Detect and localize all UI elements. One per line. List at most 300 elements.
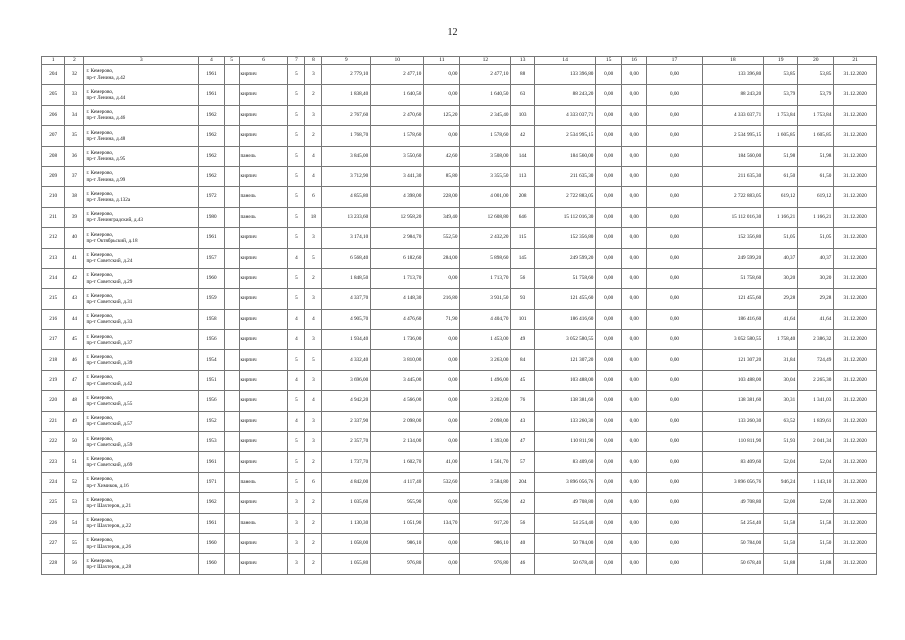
table-row	[42, 432, 877, 452]
table-cell	[224, 452, 239, 472]
table-cell: 5	[288, 166, 305, 186]
table-cell: 209	[42, 166, 65, 186]
column-number-cell: 14	[534, 57, 596, 65]
table-cell: 2 477,10	[460, 65, 511, 85]
table-body	[42, 57, 877, 575]
table-cell: 619,12	[764, 187, 798, 207]
table-cell: 1 058,00	[322, 533, 371, 553]
table-cell: 1 753,84	[798, 105, 834, 125]
table-cell: 110 811,90	[534, 432, 596, 452]
table-cell: 3 550,60	[371, 146, 424, 166]
address-cell: г. Кемерово, пр-т Советский, д.29	[84, 268, 199, 288]
table-cell	[224, 330, 239, 350]
table-cell: 31.12.2020	[834, 85, 877, 105]
table-cell: 30,20	[798, 268, 834, 288]
table-cell: 45	[511, 370, 534, 390]
table-cell: 0,00	[647, 554, 702, 574]
table-cell: 1980	[199, 207, 224, 227]
table-cell: 5	[288, 207, 305, 227]
table-cell: 211	[42, 207, 65, 227]
table-cell: 186 416,60	[534, 309, 596, 329]
table-cell: 0,00	[621, 554, 646, 574]
table-cell: 2	[305, 554, 322, 574]
address-cell: г. Кемерово, пр-т Ленина, д.95	[84, 146, 199, 166]
table-cell: 0,00	[647, 289, 702, 309]
table-cell	[224, 391, 239, 411]
table-cell: кирпич	[239, 533, 288, 553]
table-cell: 18	[305, 207, 322, 227]
table-cell: 3	[288, 554, 305, 574]
column-number-cell: 13	[511, 57, 534, 65]
table-cell: 0,00	[647, 330, 702, 350]
table-cell: 4	[305, 166, 322, 186]
table-cell: 211 635,30	[534, 166, 596, 186]
table-cell: 1957	[199, 248, 224, 268]
table-cell: 5	[288, 452, 305, 472]
table-cell: 53,79	[764, 85, 798, 105]
table-cell: 3	[305, 289, 322, 309]
table-cell: 50 784,00	[534, 533, 596, 553]
table-cell: кирпич	[239, 493, 288, 513]
table-cell: 51,98	[798, 146, 834, 166]
table-cell: 1960	[199, 268, 224, 288]
table-cell: 83 409,60	[702, 452, 764, 472]
address-cell: г. Кемерово, пр-т Ленина, д.46	[84, 105, 199, 125]
table-cell: 31.12.2020	[834, 166, 877, 186]
table-cell: 103 488,00	[702, 370, 764, 390]
table-cell: 31.12.2020	[834, 493, 877, 513]
table-cell: 4 333 037,71	[534, 105, 596, 125]
table-cell: 52,04	[764, 452, 798, 472]
table-cell: 145	[511, 248, 534, 268]
table-cell: 1 640,50	[460, 85, 511, 105]
table-cell: 0,00	[596, 166, 621, 186]
table-cell: 121 455,60	[534, 289, 596, 309]
table-cell: 349,40	[424, 207, 460, 227]
table-cell: 31.12.2020	[834, 330, 877, 350]
table-cell: 0,00	[621, 248, 646, 268]
table-cell: 0,00	[621, 207, 646, 227]
table-cell: 53,85	[798, 65, 834, 85]
table-cell: 227	[42, 533, 65, 553]
table-cell: 0,00	[596, 65, 621, 85]
table-cell: 207	[42, 126, 65, 146]
table-cell: 2	[305, 452, 322, 472]
table-cell: 1962	[199, 126, 224, 146]
table-cell: 2 098,00	[371, 411, 424, 431]
table-cell: 0,00	[647, 493, 702, 513]
address-cell: г. Кемерово, пр-т Шахтеров, д.21	[84, 493, 199, 513]
table-cell: 5	[288, 350, 305, 370]
column-number-cell: 11	[424, 57, 460, 65]
address-cell: г. Кемерово, пр-т Советский, д.24	[84, 248, 199, 268]
table-cell: 31.12.2020	[834, 105, 877, 125]
table-cell: 103 488,00	[534, 370, 596, 390]
table-cell: 31.12.2020	[834, 370, 877, 390]
table-cell	[224, 228, 239, 248]
table-cell: 31.12.2020	[834, 309, 877, 329]
table-cell: 0,00	[647, 432, 702, 452]
table-cell: 3	[305, 411, 322, 431]
table-cell: 1 496,00	[460, 370, 511, 390]
table-cell: 205	[42, 85, 65, 105]
table-cell: 4 566,00	[371, 391, 424, 411]
table-cell: 5	[288, 65, 305, 85]
table-cell: кирпич	[239, 350, 288, 370]
table-cell: 4 398,00	[371, 187, 424, 207]
table-cell: 37	[65, 166, 84, 186]
table-cell: 2 534 995,15	[534, 126, 596, 146]
table-cell: 0,00	[424, 391, 460, 411]
address-cell: г. Кемерово, пр-т Советский, д.59	[84, 432, 199, 452]
table-row	[42, 533, 877, 553]
table-cell: 0,00	[596, 493, 621, 513]
table-cell: 1 758,40	[764, 330, 798, 350]
table-cell: 1 035,60	[322, 493, 371, 513]
table-cell: 1 051,90	[371, 513, 424, 533]
table-cell: 955,90	[460, 493, 511, 513]
column-number-cell: 16	[621, 57, 646, 65]
table-cell: 3	[305, 432, 322, 452]
table-cell: кирпич	[239, 411, 288, 431]
address-cell: г. Кемерово, пр-т Советский, д.33	[84, 309, 199, 329]
table-row	[42, 330, 877, 350]
table-cell: 0,00	[596, 126, 621, 146]
table-cell: 121 307,20	[702, 350, 764, 370]
table-row	[42, 166, 877, 186]
table-cell: 2 386,32	[798, 330, 834, 350]
table-cell: 0,00	[424, 126, 460, 146]
table-cell: 3 263,00	[460, 350, 511, 370]
table-cell: 84	[511, 350, 534, 370]
table-cell: 0,00	[621, 452, 646, 472]
table-cell: 4 942,20	[322, 391, 371, 411]
table-cell: 3	[305, 105, 322, 125]
table-cell: 1953	[199, 432, 224, 452]
table-cell: 0,00	[647, 187, 702, 207]
column-number-cell: 15	[596, 57, 621, 65]
table-cell: 0,00	[596, 85, 621, 105]
table-cell: 51	[65, 452, 84, 472]
table-cell: 0,00	[647, 166, 702, 186]
table-cell: 30,04	[764, 370, 798, 390]
table-cell: 0,00	[596, 554, 621, 574]
table-cell: 5	[305, 248, 322, 268]
column-number-cell: 6	[239, 57, 288, 65]
table-cell: 0,00	[621, 493, 646, 513]
table-cell: 31.12.2020	[834, 452, 877, 472]
table-cell: 0,00	[596, 350, 621, 370]
table-cell: 5	[288, 391, 305, 411]
table-cell: 1951	[199, 370, 224, 390]
table-cell: 0,00	[647, 85, 702, 105]
table-cell: 1 453,00	[460, 330, 511, 350]
table-cell	[224, 65, 239, 85]
table-cell: 3 712,90	[322, 166, 371, 186]
table-cell: 2 534 995,15	[702, 126, 764, 146]
table-cell: 42	[511, 126, 534, 146]
table-cell: 0,00	[424, 268, 460, 288]
table-cell: 12 608,80	[460, 207, 511, 227]
table-cell: 35	[65, 126, 84, 146]
table-cell: 2 337,90	[322, 411, 371, 431]
table-cell: 1952	[199, 411, 224, 431]
address-cell: г. Кемерово, пр-т Шахтеров, д.22	[84, 513, 199, 533]
table-cell	[224, 370, 239, 390]
table-cell: кирпич	[239, 391, 288, 411]
address-cell: г. Кемерово, пр-т Шахтеров, д.28	[84, 554, 199, 574]
table-cell: 224	[42, 472, 65, 492]
table-cell	[224, 268, 239, 288]
table-cell: 1961	[199, 228, 224, 248]
table-cell: 33	[65, 85, 84, 105]
table-cell: 88	[511, 65, 534, 85]
table-cell: 51,05	[764, 228, 798, 248]
table-cell: 49	[65, 411, 84, 431]
column-number-cell: 1	[42, 57, 65, 65]
table-cell: 2 098,00	[460, 411, 511, 431]
table-row	[42, 472, 877, 492]
table-cell: 13 233,60	[322, 207, 371, 227]
address-cell: г. Кемерово, пр-т Советский, д.57	[84, 411, 199, 431]
table-cell: 1962	[199, 493, 224, 513]
table-row	[42, 268, 877, 288]
table-cell	[224, 554, 239, 574]
table-cell: 1 713,70	[371, 268, 424, 288]
table-cell: 4	[288, 330, 305, 350]
table-cell: 45	[65, 330, 84, 350]
table-cell: 1 166,21	[764, 207, 798, 227]
table-cell: 29,28	[798, 289, 834, 309]
table-cell: 3 584,80	[460, 472, 511, 492]
table-cell: 2 345,40	[460, 105, 511, 125]
table-cell: 3 896 056,76	[534, 472, 596, 492]
table-cell: 4	[305, 391, 322, 411]
table-cell: 31.12.2020	[834, 289, 877, 309]
table-cell: 51 758,60	[702, 268, 764, 288]
table-row	[42, 554, 877, 574]
column-number-cell: 19	[764, 57, 798, 65]
table-cell: 0,00	[647, 309, 702, 329]
table-cell: 986,10	[460, 533, 511, 553]
column-number-cell: 12	[460, 57, 511, 65]
table-cell: 51,58	[764, 513, 798, 533]
table-cell: 0,00	[621, 289, 646, 309]
table-cell: кирпич	[239, 228, 288, 248]
table-cell: 1961	[199, 452, 224, 472]
table-cell: 53,79	[798, 85, 834, 105]
table-cell: 0,00	[647, 513, 702, 533]
address-cell: г. Кемерово, пр-т Ленина, д.48	[84, 126, 199, 146]
table-cell: 3 696,00	[322, 370, 371, 390]
table-cell: 51,98	[764, 146, 798, 166]
table-row	[42, 228, 877, 248]
table-cell: 216,80	[424, 289, 460, 309]
address-cell: г. Кемерово, пр-т Шахтеров, д.26	[84, 533, 199, 553]
table-row	[42, 65, 877, 85]
table-cell: 0,00	[621, 228, 646, 248]
table-cell: 50 678,40	[534, 554, 596, 574]
table-cell: 3 174,10	[322, 228, 371, 248]
housing-registry-table	[41, 56, 877, 575]
table-cell: 152 356,80	[534, 228, 596, 248]
table-cell: 1962	[199, 166, 224, 186]
table-cell: 1962	[199, 105, 224, 125]
table-row	[42, 289, 877, 309]
table-cell: 63,52	[764, 411, 798, 431]
table-cell: 4	[288, 411, 305, 431]
table-cell: 1972	[199, 187, 224, 207]
table-cell: кирпич	[239, 85, 288, 105]
table-cell: кирпич	[239, 309, 288, 329]
table-cell: 184 560,00	[534, 146, 596, 166]
table-cell: 1961	[199, 85, 224, 105]
column-number-cell: 18	[702, 57, 764, 65]
table-cell: 976,80	[460, 554, 511, 574]
table-cell: 284,00	[424, 248, 460, 268]
table-cell: 1 753,84	[764, 105, 798, 125]
table-cell: 54 254,40	[534, 513, 596, 533]
table-cell: 49	[511, 330, 534, 350]
table-cell: 0,00	[621, 370, 646, 390]
table-cell: 5	[288, 126, 305, 146]
table-cell: 15 112 016,30	[702, 207, 764, 227]
table-cell: 532,60	[424, 472, 460, 492]
table-cell: 4	[288, 248, 305, 268]
table-cell: 226	[42, 513, 65, 533]
table-cell: 0,00	[647, 472, 702, 492]
table-cell: 0,00	[647, 391, 702, 411]
table-cell: 5	[288, 85, 305, 105]
table-cell: 0,00	[621, 391, 646, 411]
table-cell: 31,84	[764, 350, 798, 370]
table-cell: 217	[42, 330, 65, 350]
table-cell: 31.12.2020	[834, 268, 877, 288]
table-cell: 15 112 016,30	[534, 207, 596, 227]
table-cell: 1 713,70	[460, 268, 511, 288]
table-cell: 3	[305, 65, 322, 85]
table-cell: кирпич	[239, 452, 288, 472]
table-cell: 30,20	[764, 268, 798, 288]
table-cell: 216	[42, 309, 65, 329]
table-cell: 121 307,20	[534, 350, 596, 370]
table-cell: 31.12.2020	[834, 207, 877, 227]
table-cell: 0,00	[596, 146, 621, 166]
table-cell: 1971	[199, 472, 224, 492]
table-cell: 0,00	[596, 452, 621, 472]
address-cell: г. Кемерово, пр-т Ленинградский, д.43	[84, 207, 199, 227]
table-cell: 61,50	[798, 166, 834, 186]
table-cell	[224, 432, 239, 452]
table-cell: 5	[288, 268, 305, 288]
table-cell: 152 356,80	[702, 228, 764, 248]
table-cell: 55	[65, 533, 84, 553]
table-cell: кирпич	[239, 65, 288, 85]
table-cell: 1 934,40	[322, 330, 371, 350]
table-cell: 0,00	[647, 370, 702, 390]
address-cell: г. Кемерово, пр-т Ленина, д.42	[84, 65, 199, 85]
table-cell: 215	[42, 289, 65, 309]
table-cell	[224, 105, 239, 125]
table-cell	[224, 289, 239, 309]
table-cell: 0,00	[621, 330, 646, 350]
table-cell: 3 445,00	[371, 370, 424, 390]
table-cell: 1960	[199, 554, 224, 574]
address-cell: г. Кемерово, пр-т Советский, д.69	[84, 452, 199, 472]
table-cell: 71,90	[424, 309, 460, 329]
table-cell: кирпич	[239, 432, 288, 452]
table-cell: 6 568,40	[322, 248, 371, 268]
table-cell: 144	[511, 146, 534, 166]
table-cell: 51,50	[798, 533, 834, 553]
table-cell: 51 758,60	[534, 268, 596, 288]
table-cell: 5	[288, 228, 305, 248]
table-cell: 0,00	[621, 268, 646, 288]
table-cell: 31.12.2020	[834, 65, 877, 85]
table-cell: 1 737,70	[322, 452, 371, 472]
table-cell: 41,00	[424, 452, 460, 472]
table-cell: 1959	[199, 289, 224, 309]
table-row	[42, 493, 877, 513]
table-cell: 113	[511, 166, 534, 186]
table-cell: 211 635,30	[702, 166, 764, 186]
table-cell: кирпич	[239, 166, 288, 186]
table-cell: 208	[42, 146, 65, 166]
table-cell: 2 477,10	[371, 65, 424, 85]
table-cell: 0,00	[596, 513, 621, 533]
table-cell: 31.12.2020	[834, 432, 877, 452]
address-cell: г. Кемерово, пр-т Советский, д.42	[84, 370, 199, 390]
table-cell: 0,00	[647, 533, 702, 553]
table-cell: 1 393,00	[460, 432, 511, 452]
table-cell: 31.12.2020	[834, 472, 877, 492]
table-cell: 228,00	[424, 187, 460, 207]
table-cell: 53	[65, 493, 84, 513]
table-cell: 206	[42, 105, 65, 125]
table-cell: 50 784,00	[702, 533, 764, 553]
table-cell: 42,60	[424, 146, 460, 166]
table-cell: 0,00	[424, 432, 460, 452]
table-cell: 57	[511, 452, 534, 472]
table-cell: 51,88	[764, 554, 798, 574]
table-cell: 48	[65, 391, 84, 411]
table-cell: 0,00	[647, 105, 702, 125]
table-cell: 52,04	[798, 452, 834, 472]
table-cell: 0,00	[424, 554, 460, 574]
table-cell: 36	[65, 146, 84, 166]
table-cell: кирпич	[239, 248, 288, 268]
table-cell: 4	[288, 309, 305, 329]
table-cell: 38	[65, 187, 84, 207]
table-cell: 3 845,00	[322, 146, 371, 166]
table-cell: 5	[288, 105, 305, 125]
table-cell: 249 599,20	[534, 248, 596, 268]
table-cell: 1 166,21	[798, 207, 834, 227]
table-cell: панель	[239, 472, 288, 492]
table-cell: 2 265,30	[798, 370, 834, 390]
table-cell: 40	[511, 533, 534, 553]
table-cell: 4 855,80	[322, 187, 371, 207]
table-cell: 31.12.2020	[834, 146, 877, 166]
table-cell: 0,00	[596, 330, 621, 350]
table-cell: 184 560,00	[702, 146, 764, 166]
table-cell: 3 508,00	[460, 146, 511, 166]
table-cell: 3	[288, 533, 305, 553]
column-number-cell: 20	[798, 57, 834, 65]
table-cell: 2 722 883,05	[534, 187, 596, 207]
table-cell: 52,00	[764, 493, 798, 513]
table-row	[42, 126, 877, 146]
